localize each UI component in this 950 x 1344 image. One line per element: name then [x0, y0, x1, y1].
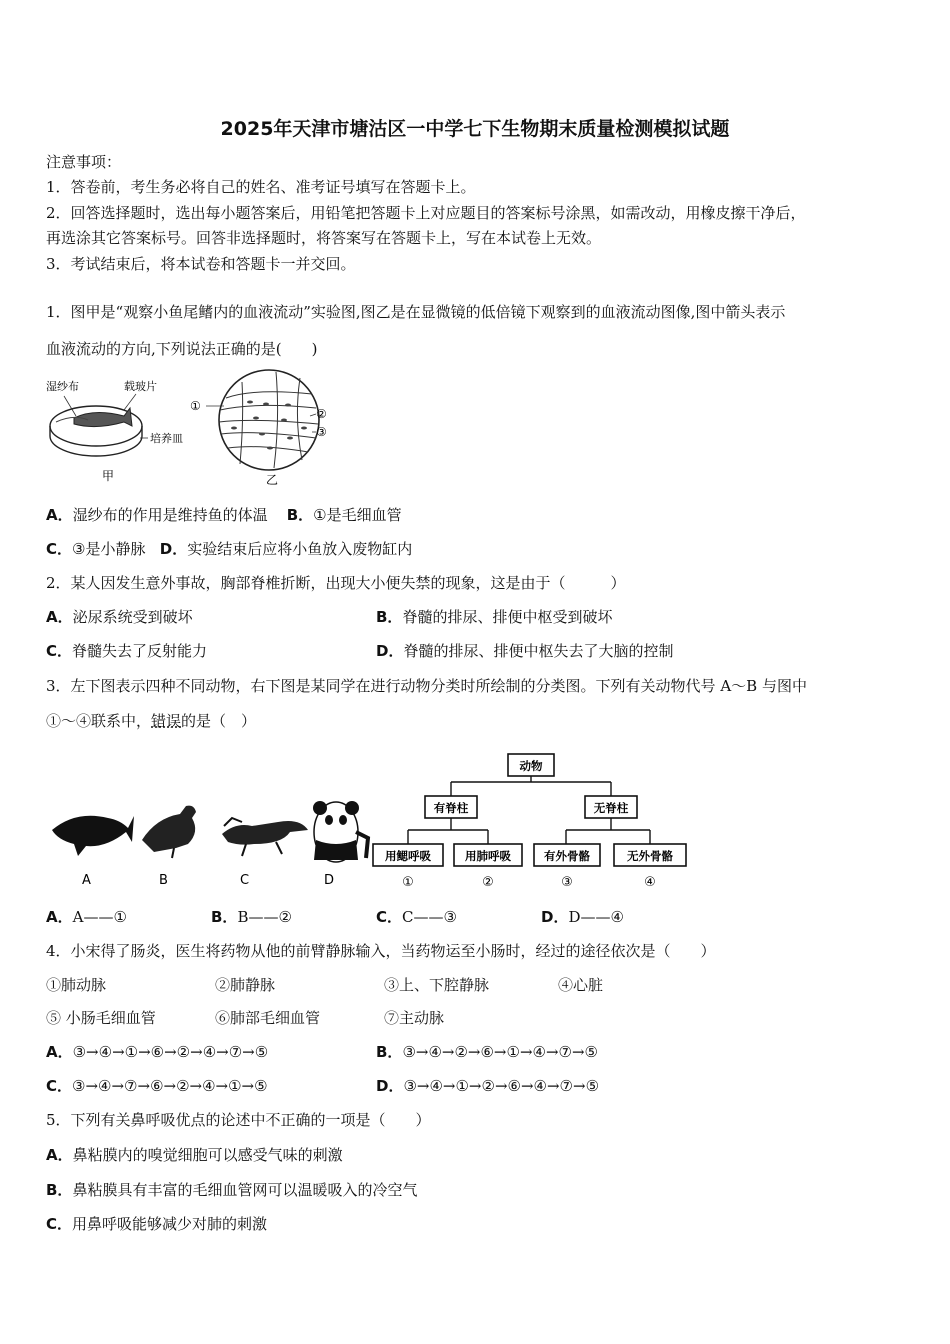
- option-text: A——①: [72, 908, 127, 926]
- q2-option-a: [46, 607, 193, 627]
- q4-option-d: [376, 1076, 599, 1096]
- tree-leaf: 用鳃呼吸: [385, 849, 431, 863]
- option-text: ③→④→①→②→⑥→④→⑦→⑤: [403, 1077, 600, 1095]
- option-label: A．: [46, 908, 73, 926]
- q5-option-b: [46, 1180, 417, 1200]
- option-text: 实验结束后应将小鱼放入废物缸内: [187, 540, 413, 558]
- option-label: A．: [46, 1043, 73, 1061]
- animal-label-d: D: [324, 873, 335, 888]
- option-label: D．: [376, 1077, 404, 1095]
- q5-option-c: [46, 1214, 267, 1234]
- option-text: 用鼻呼吸能够减少对肺的刺激: [72, 1215, 268, 1233]
- q3-stem-line2: [46, 711, 256, 731]
- tree-root: 动物: [519, 759, 543, 773]
- label-slide: 载玻片: [124, 380, 157, 393]
- option-text: 鼻粘膜内的嗅觉细胞可以感受气味的刺激: [72, 1146, 343, 1164]
- page-title: 2025年天津市塘沽区一中学七下生物期末质量检测模拟试题: [220, 118, 730, 140]
- q4-option-a: [46, 1042, 268, 1062]
- option-text: 泌尿系统受到破坏: [72, 608, 193, 626]
- tree-node-invertebrate: 无脊柱: [593, 801, 629, 815]
- animal-label-a: A: [82, 873, 91, 888]
- animal-pigeon-icon: [142, 806, 196, 858]
- q4-item: ②肺静脉: [215, 976, 276, 994]
- q2-option-b: [376, 607, 612, 627]
- q2-stem: 2．某人因发生意外事故，胸部脊椎折断，出现大小便失禁的现象，这是由于（ ）: [46, 574, 626, 592]
- option-label: D．: [541, 908, 569, 926]
- fish-icon: [74, 408, 132, 427]
- notice-item: 再选涂其它答案标号。回答非选择题时，将答案写在答题卡上，写在本试卷上无效。: [46, 229, 602, 247]
- q4-option-c: [46, 1076, 268, 1096]
- animal-label-c: C: [240, 873, 250, 888]
- option-label: A．: [46, 608, 73, 626]
- animal-fish-icon: [52, 816, 134, 856]
- option-label: D．: [159, 540, 188, 558]
- animal-panda-icon: [313, 801, 368, 862]
- tree-node-vertebrate: 有脊柱: [433, 801, 469, 815]
- option-text: 脊髓的排尿、排便中枢失去了大脑的控制: [403, 642, 674, 660]
- option-text: 脊髓的排尿、排便中枢受到破坏: [402, 608, 613, 626]
- tree-number: ④: [644, 875, 656, 890]
- notice-item: 2．回答选择题时，选出每小题答案后，用铅笔把答题卡上对应题目的答案标号涂黑，如需改动，用橡皮擦干净后，: [46, 204, 806, 222]
- option-label: C．: [376, 908, 403, 926]
- q3-figure: [46, 748, 696, 896]
- q1-options-row2: [46, 539, 412, 559]
- option-label: B．: [211, 908, 238, 926]
- tree-leaf: 用肺呼吸: [465, 849, 511, 863]
- option-label: C．: [46, 1215, 73, 1233]
- q4-item: ⑤ 小肠毛细血管: [46, 1009, 156, 1027]
- q3-option-b: [211, 907, 292, 927]
- caption-yi: 乙: [266, 473, 279, 487]
- q1-figure: [44, 368, 344, 490]
- notice-item: 3．考试结束后，将本试卷和答题卡一并交回。: [46, 255, 356, 273]
- q4-item: ④心脏: [558, 976, 604, 994]
- tree-number: ①: [402, 875, 414, 890]
- q3-stem-line1: 3．左下图表示四种不同动物，右下图是某同学在进行动物分类时所绘制的分类图。下列有关动物代号 A～B 与图中: [46, 677, 807, 695]
- option-label: A．: [46, 506, 73, 524]
- q5-option-a: [46, 1145, 343, 1165]
- figure-yi: [190, 370, 327, 487]
- option-label: B．: [286, 506, 314, 524]
- tree-number: ②: [482, 875, 494, 890]
- option-label: C．: [46, 642, 73, 660]
- label-2: ②: [316, 407, 327, 421]
- q3-option-c: [376, 907, 457, 927]
- q4-option-b: [376, 1042, 598, 1062]
- animal-label-b: B: [159, 873, 168, 888]
- caption-jia: 甲: [102, 469, 115, 483]
- notice-item: 1．答卷前，考生务必将自己的姓名、准考证号填写在答题卡上。: [46, 178, 476, 196]
- option-text: ③→④→⑦→⑥→②→④→①→⑤: [72, 1077, 268, 1095]
- label-wet-cloth: 湿纱布: [46, 380, 79, 393]
- q5-stem: 5．下列有关鼻呼吸优点的论述中不正确的一项是（ ）: [46, 1111, 431, 1129]
- option-text: 鼻粘膜具有丰富的毛细血管网可以温暖吸入的冷空气: [72, 1181, 418, 1199]
- q4-stem: 4．小宋得了肠炎，医生将药物从他的前臂静脉输入，当药物运至小肠时，经过的途径依次是（ ）: [46, 942, 716, 960]
- label-1: ①: [190, 399, 201, 413]
- option-label: B．: [376, 1043, 403, 1061]
- notice-heading: 注意事项：: [46, 153, 122, 171]
- stem-text: 的是（ ）: [181, 712, 257, 730]
- q4-item: ①肺动脉: [46, 976, 107, 994]
- figure-jia: [46, 379, 183, 483]
- option-text: ③→④→①→⑥→②→④→⑦→⑤: [72, 1043, 269, 1061]
- option-label: B．: [46, 1181, 73, 1199]
- q2-option-d: [376, 641, 673, 661]
- q4-item: ⑥肺部毛细血管: [215, 1009, 321, 1027]
- option-label: A．: [46, 1146, 73, 1164]
- animal-lizard-icon: [222, 818, 308, 856]
- q1-stem-line1: 1．图甲是“观察小鱼尾鳍内的血液流动”实验图,图乙是在显微镜的低倍镜下观察到的血液流动图像,图中箭头表示: [46, 303, 786, 321]
- option-label: D．: [376, 642, 404, 660]
- label-dish: 培养皿: [150, 432, 183, 445]
- q4-item: ⑦主动脉: [384, 1009, 445, 1027]
- option-text: ③是小静脉: [72, 540, 146, 558]
- tree-number: ③: [561, 875, 573, 890]
- option-text: 湿纱布的作用是维持鱼的体温: [72, 506, 268, 524]
- option-text: 脊髓失去了反射能力: [72, 642, 208, 660]
- option-text: C——③: [402, 908, 457, 926]
- option-text: ③→④→②→⑥→①→④→⑦→⑤: [402, 1043, 598, 1061]
- q1-stem-line2: 血液流动的方向,下列说法正确的是( ): [46, 340, 318, 358]
- q4-item: ③上、下腔静脉: [384, 976, 490, 994]
- q3-option-d: [541, 907, 624, 927]
- stem-text: ①～④联系中，: [46, 712, 152, 730]
- tree-leaf: 有外骨骼: [544, 849, 590, 863]
- q1-options-row1: [46, 505, 402, 525]
- stem-emphasis: 错误: [151, 712, 182, 730]
- label-3: ③: [316, 425, 327, 439]
- q2-option-c: [46, 641, 207, 661]
- option-label: C．: [46, 1077, 73, 1095]
- option-label: B．: [376, 608, 403, 626]
- option-text: ①是毛细血管: [313, 506, 402, 524]
- tree-leaf: 无外骨骼: [627, 849, 673, 863]
- option-text: D——④: [568, 908, 624, 926]
- option-text: B——②: [237, 908, 292, 926]
- option-label: C．: [46, 540, 73, 558]
- q3-option-a: [46, 907, 127, 927]
